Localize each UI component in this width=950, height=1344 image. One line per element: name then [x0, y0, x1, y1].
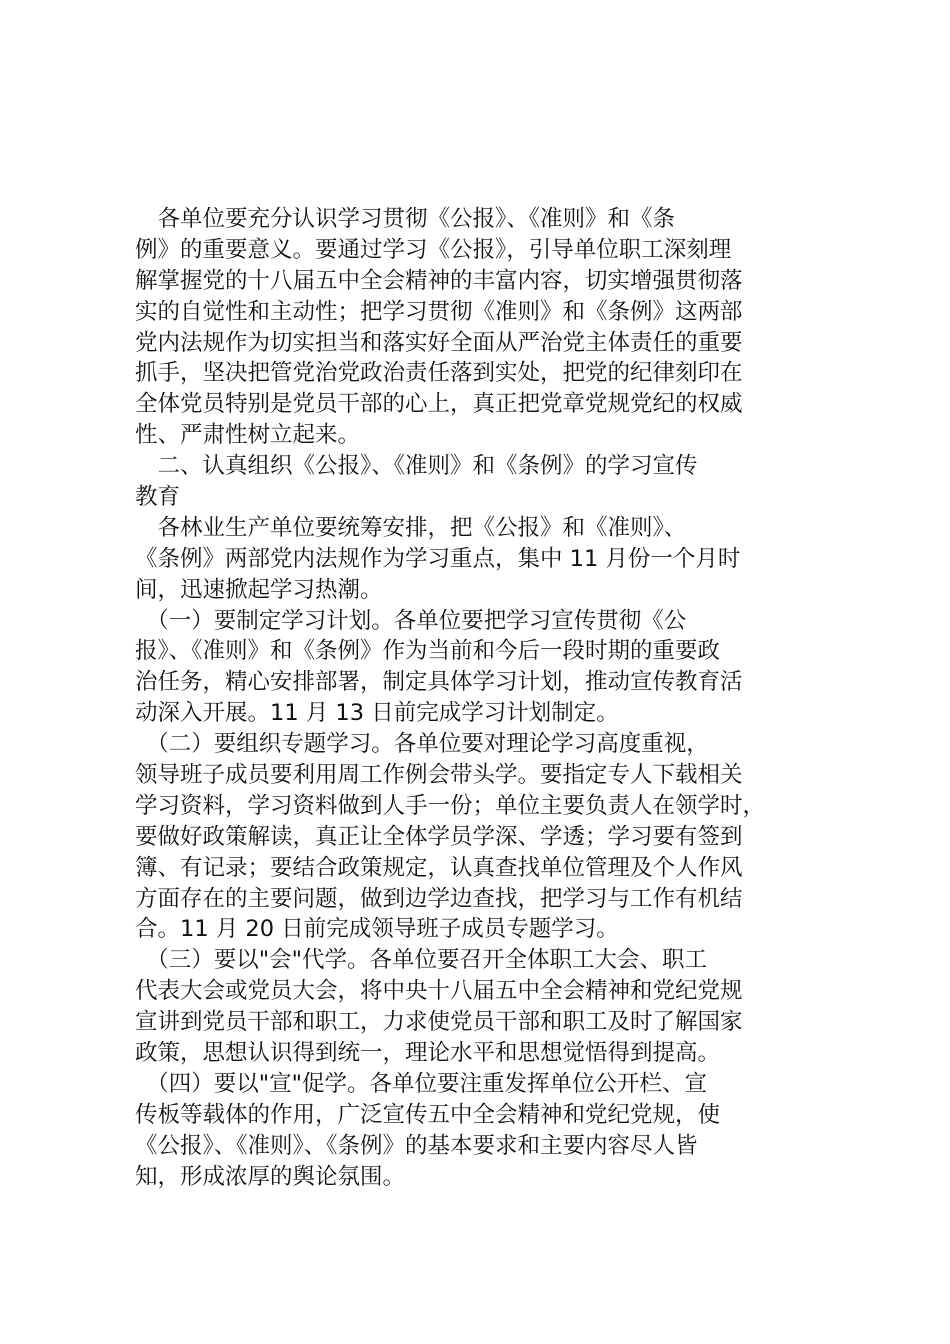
text-line: 簿、有记录；要结合政策规定，认真查找单位管理及个人作风 — [135, 854, 743, 881]
text-line: 解掌握党的十八届五中全会精神的丰富内容，切实增强贯彻落 — [135, 267, 743, 294]
text-line: 《公报》、《准则》、《条例》的基本要求和主要内容尽人皆 — [135, 1132, 698, 1159]
section-heading: 二、认真组织《公报》、《准则》和《条例》的学习宣传 — [135, 453, 698, 480]
text-line: 宣讲到党员干部和职工，力求使党员干部和职工及时了解国家 — [135, 1009, 743, 1036]
text-line: 学习资料，学习资料做到人手一份；单位主要负责人在领学时， — [135, 792, 766, 819]
text-line: 间，迅速掀起学习热潮。 — [135, 576, 383, 603]
text-line: 政策，思想认识得到统一，理论水平和思想觉悟得到提高。 — [135, 1040, 721, 1067]
text-line: 各林业生产单位要统筹安排，把《公报》和《准则》、 — [135, 514, 687, 541]
text-line: 治任务，精心安排部署，制定具体学习计划，推动宣传教育活 — [135, 669, 743, 696]
text-line: 各单位要充分认识学习贯彻《公报》、《准则》和《条 — [135, 206, 676, 232]
text-line: 例》的重要意义。要通过学习《公报》，引导单位职工深刻理 — [135, 236, 732, 263]
text-line: 知，形成浓厚的舆论氛围。 — [135, 1163, 406, 1190]
text-line: （一）要制定学习计划。各单位要把学习宣传贯彻《公 — [135, 607, 687, 634]
text-line: （四）要以"宣"促学。各单位要注重发挥单位公开栏、宣 — [135, 1070, 707, 1097]
section-heading: 教育 — [135, 484, 181, 511]
text-line: 抓手，坚决把管党治党政治责任落到实处，把党的纪律刻印在 — [135, 360, 743, 387]
text-line: 传板等载体的作用，广泛宣传五中全会精神和党纪党规，使 — [135, 1101, 721, 1128]
text-line: 代表大会或党员大会，将中央十八届五中全会精神和党纪党规 — [135, 978, 743, 1005]
text-line: 《条例》两部党内法规作为学习重点，集中 11 月份一个月时 — [135, 545, 741, 572]
text-line: 性、严肃性树立起来。 — [135, 422, 361, 449]
text-line: 领导班子成员要利用周工作例会带头学。要指定专人下载相关 — [135, 762, 743, 789]
text-line: （二）要组织专题学习。各单位要对理论学习高度重视， — [135, 731, 709, 758]
text-line: 党内法规作为切实担当和落实好全面从严治党主体责任的重要 — [135, 329, 743, 356]
text-line: 方面存在的主要问题，做到边学边查找，把学习与工作有机结 — [135, 885, 743, 912]
text-line: （三）要以"会"代学。各单位要召开全体职工大会、职工 — [135, 947, 707, 974]
text-line: 报》、《准则》和《条例》作为当前和今后一段时期的重要政 — [135, 638, 721, 665]
text-line: 实的自觉性和主动性；把学习贯彻《准则》和《条例》这两部 — [135, 298, 743, 325]
text-line: 动深入开展。11 月 13 日前完成学习计划制定。 — [135, 700, 619, 727]
text-line: 要做好政策解读，真正让全体学员学深、学透；学习要有签到 — [135, 823, 743, 850]
document-body — [135, 204, 835, 1193]
text-line: 全体党员特别是党员干部的心上，真正把党章党规党纪的权威 — [135, 391, 743, 418]
text-line: 合。11 月 20 日前完成领导班子成员专题学习。 — [135, 916, 619, 943]
